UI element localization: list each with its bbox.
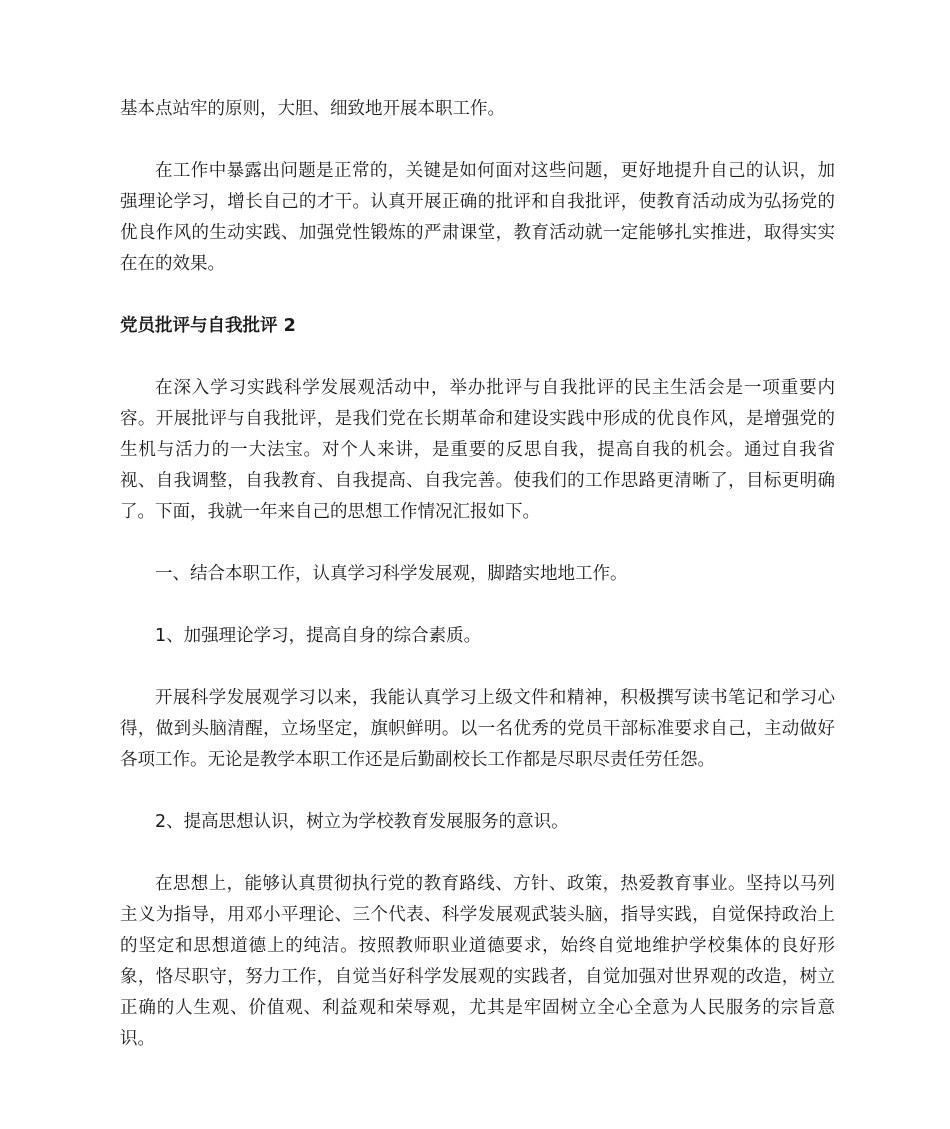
paragraph: 在工作中暴露出问题是正常的，关键是如何面对这些问题，更好地提升自己的认识，加强理论学习，增长自己的才干。认真开展正确的批评和自我批评，使教育活动成为弘扬党的优良作风的生动实践、加强党性锻炼的严肃课堂，教育活动就一定能够扎实推进，取得实实在在的效果。 xyxy=(120,161,835,274)
section-heading: 党员批评与自我批评 2 xyxy=(120,316,296,336)
paragraph: 开展科学发展观学习以来，我能认真学习上级文件和精神，积极撰写读书笔记和学习心得，做到头脑清醒，立场坚定，旗帜鲜明。以一名优秀的党员干部标准要求自己，主动做好各项工作。无论是教学本职工作还是后勤副校长工作都是尽职尽责任劳任怨。 xyxy=(120,688,835,770)
subsection-title: 2、提高思想认识，树立为学校教育发展服务的意识。 xyxy=(155,812,569,832)
section-title: 一、结合本职工作，认真学习科学发展观，脚踏实地地工作。 xyxy=(155,564,628,584)
paragraph: 在思想上，能够认真贯彻执行党的教育路线、方针、政策，热爱教育事业。坚持以马列主义为指导，用邓小平理论、三个代表、科学发展观武装头脑，指导实践，自觉保持政治上的坚定和思想道德上的纯洁。按照教师职业道德要求，始终自觉地维护学校集体的良好形象，恪尽职守，努力工作，自觉当好科学发展观的实践者，自觉加强对世界观的改造，树立正确的人生观、价值观、利益观和荣辱观，尤其是牢固树立全心全意为人民服务的宗旨意识。 xyxy=(120,874,835,1049)
document-body xyxy=(120,94,835,1086)
paragraph: 基本点站牢的原则，大胆、细致地开展本职工作。 xyxy=(120,99,505,119)
subsection-title: 1、加强理论学习，提高自身的综合素质。 xyxy=(155,626,482,646)
paragraph: 在深入学习实践科学发展观活动中，举办批评与自我批评的民主生活会是一项重要内容。开展批评与自我批评，是我们党在长期革命和建设实践中形成的优良作风，是增强党的生机与活力的一大法宝。对个人来讲，是重要的反思自我，提高自我的机会。通过自我省视、自我调整，自我教育、自我提高、自我完善。使我们的工作思路更清晰了，目标更明确了。下面，我就一年来自己的思想工作情况汇报如下。 xyxy=(120,378,835,522)
